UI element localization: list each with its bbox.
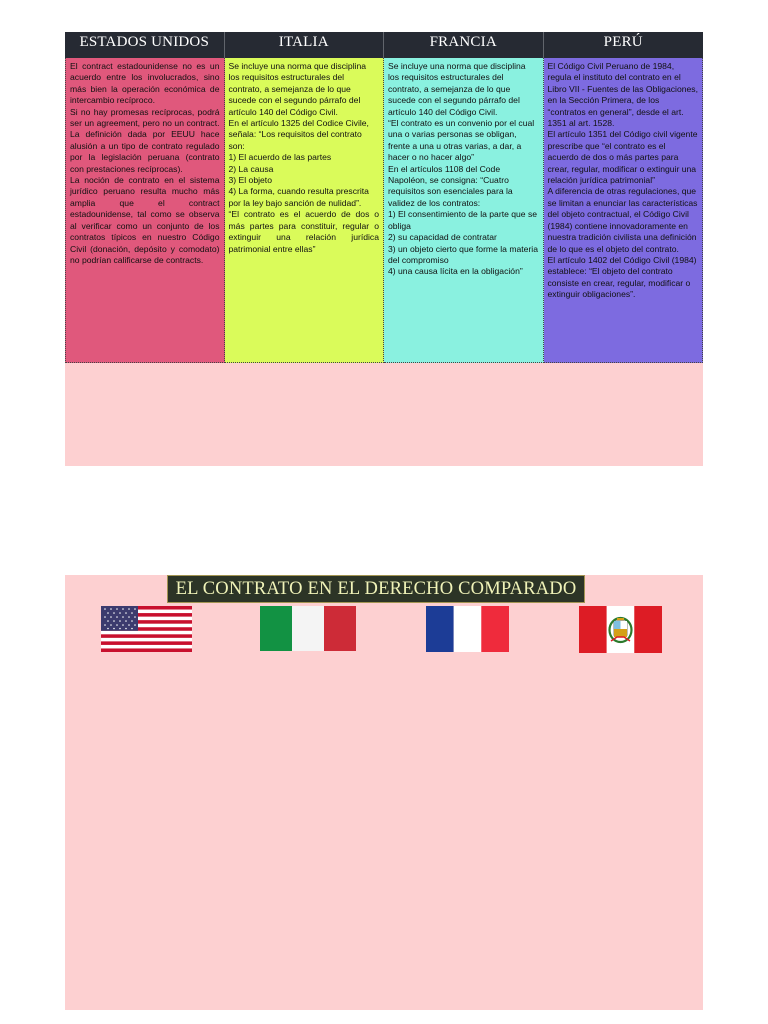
peru-flag <box>579 606 662 653</box>
table-header <box>65 32 703 58</box>
header-peru: PERÚ <box>603 34 643 50</box>
france-flag <box>426 606 509 652</box>
peru-paragraph: El artículo 1351 del Código civil vigente prescribe que “el contrato es el acuerdo de dos o más partes para crear, regular, modificar o extinguir una relación jurídica patrimonial” <box>547 129 698 186</box>
italia-list-item: 1) El acuerdo de las partes <box>228 152 332 163</box>
usa-paragraph: Si no hay promesas recíprocas, podrá ser un agreement, pero no un contract. La definición dada por EEUU hace alusión a un tipo de contrato regulado por la legislación peruana (contrato con prestaciones recíprocas). <box>70 106 220 174</box>
francia-list-item: 3) un objeto cierto que forme la materia del compromiso <box>388 243 538 265</box>
column-usa <box>65 58 225 363</box>
column-francia <box>384 58 544 363</box>
italy-flag <box>260 606 356 651</box>
column-italia <box>225 58 385 363</box>
francia-list-item: 2) su capacidad de contratar <box>388 232 497 243</box>
usa-paragraph: La noción de contrato en el sistema jurídico peruano resulta mucho más amplia que el contract estadounidense, tal como se observa al verificar como un conjunto de los contratos típicos en nuestro Código Civil (donación, depósito y comodato) no podrían calificarse de contracts. <box>70 175 220 265</box>
francia-paragraph: “El contrato es un convenio por el cual una o varias personas se obligan, frente a una u otras varias, a dar, a hacer o no hacer algo” <box>388 118 535 163</box>
francia-paragraph: En el artículos 1108 del Code Napoléon, se consigna: “Cuatro requisitos son esenciales para la validez de los contratos: <box>388 163 513 208</box>
header-estados-unidos: ESTADOS UNIDOS <box>65 32 225 58</box>
peru-paragraph: El artículo 1402 del Código Civil (1984) establece: “El objeto del contrato consiste en crear, regular, modificar o extinguir obligaciones”. <box>547 254 697 300</box>
italia-list-item: 3) El objeto <box>228 175 272 186</box>
italia-list-item: 4) La forma, cuando resulta prescrita por la ley bajo sanción de nulidad”. <box>228 186 369 208</box>
header-francia: FRANCIA <box>384 32 544 58</box>
francia-list-item: 1) El consentimiento de la parte que se obliga <box>388 209 538 231</box>
flags-page <box>65 575 703 1010</box>
comparison-page <box>65 32 703 466</box>
italia-paragraph: “El contrato es el acuerdo de dos o más partes para constituir, regular o extinguir una relación jurídica patrimonial entre ellas” <box>228 209 379 254</box>
francia-paragraph: Se incluye una norma que disciplina los requisitos estructurales del contrato, a semejanza de lo que sucede con el segundo párrafo del artículo 140 del Código Civil. <box>388 61 526 117</box>
italia-paragraph: En el artículo 1325 del Codice Civile, señala: “Los requisitos del contrato son: <box>228 118 369 151</box>
header-italia: ITALIA <box>225 32 385 58</box>
italia-list-item: 2) La causa <box>228 163 274 174</box>
usa-flag <box>101 606 192 652</box>
column-peru <box>544 58 704 363</box>
peru-paragraph: A diferencia de otras regulaciones, que se limitan a enunciar las características del objeto contractual, el Código Civil (1984) contiene innovadoramente en nuestra tradición civilista una definición de lo que es el objeto del contrato. <box>547 186 698 254</box>
usa-paragraph: El contract estadounidense no es un acuerdo entre los involucrados, sino más bien la operación económica de intercambio recíproco. <box>70 61 220 106</box>
italia-paragraph: Se incluye una norma que disciplina los requisitos estructurales del contrato, a semejanza de lo que sucede con el segundo párrafo del artículo 140 del Código Civil. <box>228 61 367 117</box>
page-title: EL CONTRATO EN EL DERECHO COMPARADO <box>167 575 585 603</box>
table-body <box>65 58 703 363</box>
peru-paragraph: El Código Civil Peruano de 1984, regula el instituto del contrato en el Libro VII - Fuentes de las Obligaciones, en la Sección Primera, de los “contratos en general”, desde el art. 1351 al art. 1528. <box>547 61 698 129</box>
francia-list-item: 4) una causa lícita en la obligación” <box>388 266 523 277</box>
